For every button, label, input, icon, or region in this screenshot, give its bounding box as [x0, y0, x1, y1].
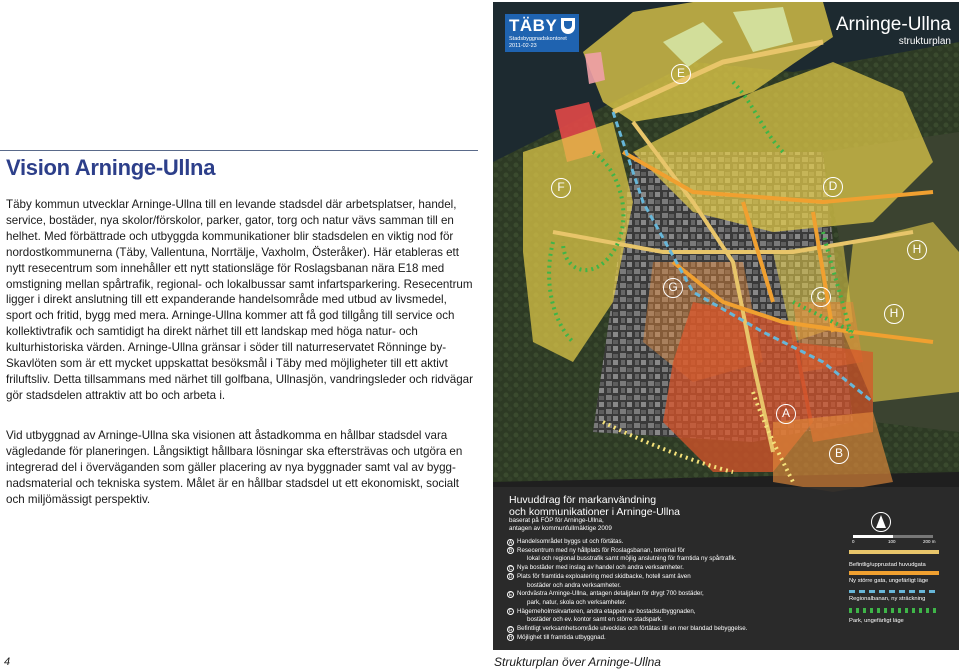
legend-item: park, natur, skola och verksamheter.	[527, 598, 627, 606]
zone-letter-h-south: H	[884, 304, 904, 324]
page-number: 4	[4, 656, 11, 668]
legend-item: A Handelsområdet byggs ut och förtätas.	[508, 538, 624, 546]
legend-item: C Nya bostäder med inslag av handel och andra verksamheter.	[508, 564, 684, 572]
legend-item: D Plats för framtida exploatering med skidbacke, hotell samt även	[508, 572, 691, 581]
scale-label-max: 200 m	[923, 539, 936, 544]
legend-note: baserat på FÖP för Arninge-Ullna, antagen av kommunfullmäktige 2009	[509, 517, 612, 532]
vision-paragraph-1: Täby kommun utvecklar Arninge-Ullna till en levande stadsdel där arbetsplatser, handel, service, bostäder, nya skolor/förskolor, parker, gator, torg och natur vävs samman till en helhet. Med förbättrade och utbyggda kommunikationer blir stadsdelen en viktig nod för nordostkommunerna (Täby, Vallentuna, Norrtälje, Vaxholm, Österåker). Här etableras ett nytt resecentrum som innehåller ett nytt stationsläge för Roslagsbanan nära E18 med omstigning mellan spårtrafik, regional- och lokalbussar samt infartsparkering. Resecentrum ligger i direkt anslutning till ett expanderande handelsområde med utbud av livsmedel, sport och fritid, bygg med mera. Arninge-Ullna kommer att få god tillgång till service och kollektivtrafik och samtidigt ha direkt närhet till ett landskap med höga natur- och kulturhistoriska värden. Arninge-Ullna gränsar i söder till naturreservatet Rönninge by-Skavlöten som är ett mycket uppskattat besöksmål i Täby med möjligheter till ett aktivt friluftsliv. Detta tillsammans med närhet till golfbana, Ullnasjön, vandringsleder och ridvägar gör stadsdelen attraktiv att bo och arbeta i.	[6, 198, 473, 402]
key-sample-new-street	[849, 571, 939, 575]
map-title: Arninge-Ullna	[835, 14, 951, 35]
structure-plan-map: TÄBY Stadsbyggnadskontoret 2011-02-23 Arninge-Ullna strukturplan A B C D E F G H H Huvuddrag för markanvändning och kommunikationer i Arninge-Ullna baserat på FÖP för Arninge-Ullna, antagen av kommunfullmäktige 2009 A Handelsområdet byggs ut och förtätas. B Resecentrum med ny hållplats för Roslagsbanan, terminal för lokal och regional busstrafik samt möjlig anslutning för framtida ny spårtrafik. C Nya bostäder med inslag av handel och andra verksamheter. D Plats för framtida exploatering med skidbacke, hotell samt även bostäder och andra verksamheter. E Nordvästra Arninge-Ullna, antagen detaljplan för drygt 700 bostäder, park, natur, skola och verksamheter. F Hägerneholmskvarteren, andra etappen av bostadsutbyggnaden, bostäder och ev. kontor samt en större stadspark. G Befintligt verksamhetsområde utvecklas och förtätas till en mer blandad bebyggelse. H Möjlighet till framtida utbyggnad. 0 100 200 m Befintlig/upprustad huvudgata Ny större gata, ungefärligt läge Regionalbanan, ny sträckning Park, ungefärligt läge	[493, 2, 959, 650]
legend-item: B Resecentrum med ny hållplats för Roslagsbanan, terminal för	[508, 546, 685, 555]
legend-item: G Befintligt verksamhetsområde utvecklas och förtätas till en mer blandad bebyggelse.	[508, 625, 748, 633]
north-arrow-icon	[871, 512, 891, 532]
legend-item: lokal och regional busstrafik samt möjlig anslutning för framtida ny spårtrafik.	[527, 555, 737, 563]
key-sample-park	[849, 608, 939, 613]
taby-date: 2011-02-23	[509, 43, 537, 49]
zone-letter-e: E	[671, 64, 691, 84]
text-column	[0, 0, 478, 670]
map-subtitle: strukturplan	[898, 36, 951, 47]
vision-paragraph-2: Vid utbyggnad av Arninge-Ullna ska visionen att åstadkomma en hållbar stadsdel vara vägledande för planeringen. Långsiktigt hållbara lösningar ska eftersträvas och utgöra en integrerad del i överväganden som gäller placering av nya byggnader samt val av bygg-nadsmaterial och tekniska system. Målet är en hållbar stadsdel ut ett ekonomiskt, socialt och miljömässigt perspektiv.	[6, 429, 463, 506]
legend-item: bostäder och andra verksamheter.	[527, 581, 621, 589]
legend-list	[507, 538, 797, 642]
zone-letter-h-north: H	[907, 240, 927, 260]
legend-item: H Möjlighet till framtida utbyggnad.	[508, 633, 606, 642]
zone-letter-f: F	[551, 178, 571, 198]
footer-caption: Strukturplan över Arninge-Ullna	[494, 655, 661, 669]
vision-title: Vision Arninge-Ullna	[6, 155, 216, 180]
scale-bar	[853, 535, 933, 538]
zone-letter-g: G	[663, 278, 683, 298]
zone-letter-b: B	[829, 444, 849, 464]
taby-department: Stadsbyggnadskontoret	[509, 36, 567, 42]
zone-letter-a: A	[776, 404, 796, 424]
legend-item: F Hägerneholmskvarteren, andra etappen av bostadsutbyggnaden,	[508, 607, 696, 616]
key-sample-existing-street	[849, 550, 939, 554]
taby-shield-icon	[561, 18, 575, 34]
legend-title: Huvuddrag för markanvändning och kommunikationer i Arninge-Ullna	[509, 494, 680, 518]
title-rule	[0, 150, 478, 151]
key-sample-regional-rail	[849, 590, 939, 593]
scale-label-zero: 0	[852, 539, 855, 544]
zone-letter-d: D	[823, 177, 843, 197]
legend-item: bostäder och ev. kontor samt en större stadspark.	[527, 616, 663, 624]
scale-label-mid: 100	[888, 539, 896, 544]
taby-logo	[505, 14, 579, 52]
zone-letter-c: C	[811, 287, 831, 307]
taby-logo-name: TÄBY	[509, 16, 558, 35]
legend-item: E Nordvästra Arninge-Ullna, antagen detaljplan för drygt 700 bostäder,	[508, 590, 704, 598]
